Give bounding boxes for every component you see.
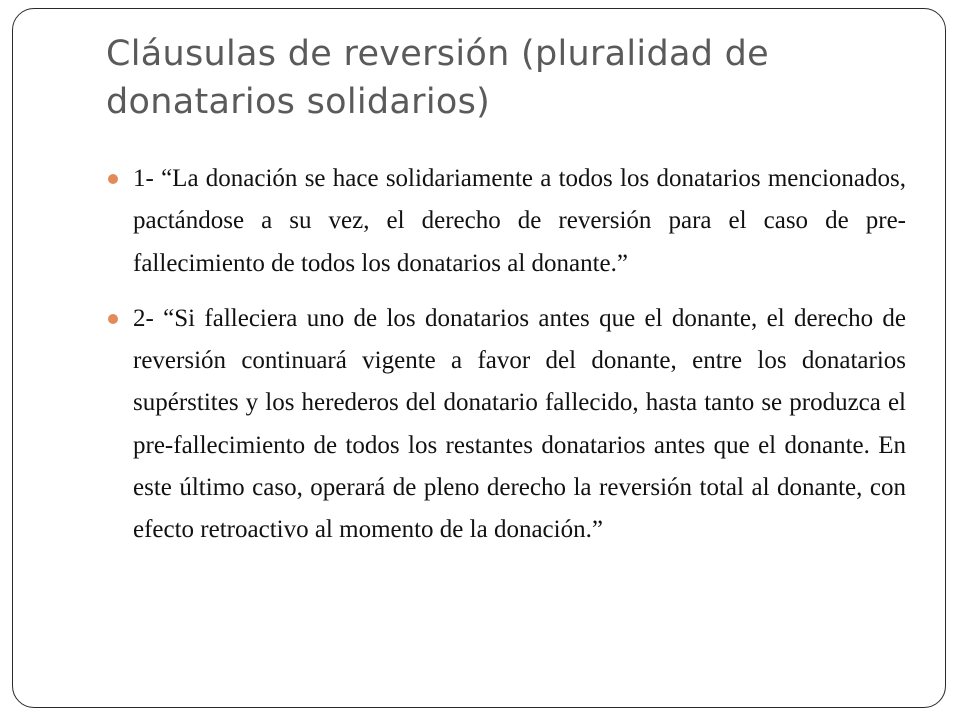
bullet-dot-icon xyxy=(108,174,118,184)
bullet-text-1: 1- “La donación se hace solidariamente a todos los donatarios mencionados, pactándose a su vez, el derecho de reversión para el caso de pre-fallecimiento de todos los donatarios al donante.” xyxy=(133,165,906,277)
bullet-item-2 xyxy=(106,298,906,552)
bullet-dot-icon xyxy=(108,314,118,324)
bullet-list xyxy=(106,158,906,552)
bullet-item-1 xyxy=(106,158,906,285)
bullet-text-2: 2- “Si falleciera uno de los donatarios antes que el donante, el derecho de reversión continuará vigente a favor del donante, entre los donatarios supérstites y los herederos del donatario fallecido, hasta tanto se produzca el pre-fallecimiento de todos los restantes donatarios antes que el donante. En este último caso, operará de pleno derecho la reversión total al donante, con efecto retroactivo al momento de la donación.” xyxy=(133,304,906,544)
slide-title: Cláusulas de reversión (pluralidad de donatarios solidarios) xyxy=(106,34,770,122)
